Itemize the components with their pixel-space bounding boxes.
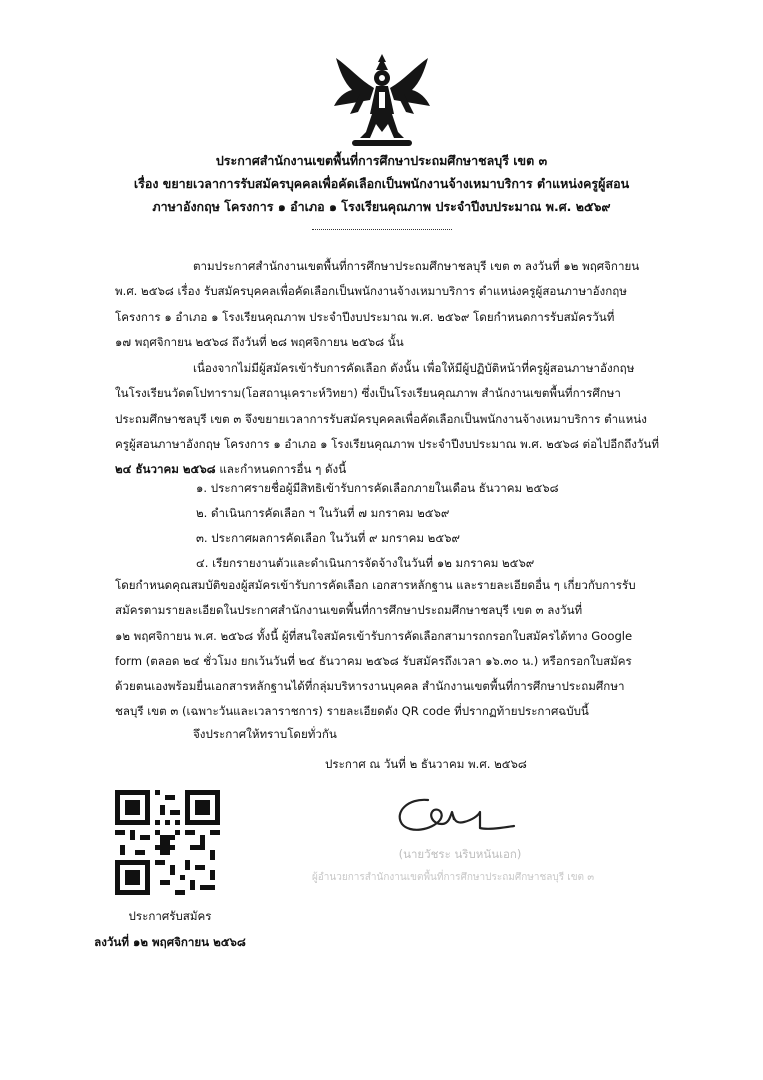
schedule-item-2: ๒. ดำเนินการคัดเลือก ฯ ในวันที่ ๗ มกราคม ๒๕๖๙ — [196, 506, 450, 520]
schedule-item-4: ๔. เรียกรายงานตัวและดำเนินการจัดจ้างในวันที่ ๑๒ มกราคม ๒๕๖๙ — [196, 556, 535, 570]
paragraph-2-line: เนื่องจากไม่มีผู้สมัครเข้ารับการคัดเลือก ดังนั้น เพื่อให้มีผู้ปฏิบัติหน้าที่ครูผู้สอนภาษาอังกฤษ — [193, 361, 635, 375]
paragraph-2-line: ประถมศึกษาชลบุรี เขต ๓ จึงขยายเวลาการรับสมัครบุคคลเพื่อคัดเลือกเป็นพนักงานจ้างเหมาบริการ ตำแหน่ง — [115, 411, 647, 426]
signer-title: ผู้อำนวยการสำนักงานเขตพื้นที่การศึกษาประถมศึกษาชลบุรี เขต ๓ — [311, 872, 595, 883]
paragraph-3-line: โดยกำหนดคุณสมบัติของผู้สมัครเข้ารับการคัดเลือก เอกสารหลักฐาน และรายละเอียดอื่น ๆ เกี่ยวกับการรับ — [115, 578, 636, 592]
paragraph-2 — [115, 356, 659, 482]
heading-line-2: เรื่อง ขยายเวลาการรับสมัครบุคคลเพื่อคัดเลือกเป็นพนักงานจ้างเหมาบริการ ตำแหน่งครูผู้สอน — [133, 176, 630, 191]
paragraph-1-line: ตามประกาศสำนักงานเขตพื้นที่การศึกษาประถมศึกษาชลบุรี เขต ๓ ลงวันที่ ๑๒ พฤศจิกายน — [193, 259, 640, 273]
paragraph-2-line — [115, 457, 659, 482]
qr-caption-line-1: ประกาศรับสมัคร — [128, 909, 212, 923]
heading-divider — [312, 229, 452, 230]
paragraph-3-line: ด้วยตนเองพร้อมยื่นเอกสารหลักฐานได้ที่กลุ่มบริหารงานบุคคล สำนักงานเขตพื้นที่การศึกษาประถมศึกษา — [115, 679, 625, 694]
schedule-item-1: ๑. ประกาศรายชื่อผู้มีสิทธิเข้ารับการคัดเลือกภายในเดือน ธันวาคม ๒๕๖๘ — [196, 481, 559, 495]
schedule-item-3: ๓. ประกาศผลการคัดเลือก ในวันที่ ๙ มกราคม ๒๕๖๙ — [196, 531, 460, 545]
paragraph-3 — [115, 573, 636, 725]
announcement-heading — [120, 149, 643, 218]
qr-code[interactable] — [115, 790, 220, 895]
paragraph-1-line: โครงการ ๑ อำเภอ ๑ โรงเรียนคุณภาพ ประจำปีงบประมาณ พ.ศ. ๒๕๖๙ โดยกำหนดการรับสมัครวันที่ — [115, 309, 615, 324]
heading-line-1: ประกาศสำนักงานเขตพื้นที่การศึกษาประถมศึกษาชลบุรี เขต ๓ — [215, 153, 548, 168]
qr-caption — [85, 903, 255, 955]
paragraph-1 — [115, 254, 639, 355]
garuda-emblem — [330, 52, 435, 152]
paragraph-2-tail: และกำหนดการอื่น ๆ ดังนี้ — [215, 462, 347, 477]
paragraph-3-line: form (ตลอด ๒๔ ชั่วโมง ยกเว้นวันที่ ๒๔ ธันวาคม ๒๕๖๘ รับสมัครถึงเวลา ๑๖.๓๐ น.) หรือกรอกใบสมัคร — [115, 653, 632, 668]
paragraph-2-line: ครูผู้สอนภาษาอังกฤษ โครงการ ๑ อำเภอ ๑ โรงเรียนคุณภาพ ประจำปีงบประมาณ พ.ศ. ๒๕๖๘ ต่อไปอีกถึงวันที่ — [115, 436, 659, 451]
closing-statement: จึงประกาศให้ทราบโดยทั่วกัน — [193, 727, 337, 741]
heading-line-3: ภาษาอังกฤษ โครงการ ๑ อำเภอ ๑ โรงเรียนคุณภาพ ประจำปีงบประมาณ พ.ศ. ๒๕๖๙ — [152, 199, 611, 214]
paragraph-1-line: พ.ศ. ๒๕๖๘ เรื่อง รับสมัครบุคคลเพื่อคัดเลือกเป็นพนักงานจ้างเหมาบริการ ตำแหน่งครูผู้สอนภาษาอังกฤษ — [115, 284, 627, 299]
paragraph-3-line: ชลบุรี เขต ๓ (เฉพาะวันและเวลาราชการ) รายละเอียดดัง QR code ที่ปรากฏท้ายประกาศฉบับนี้ — [115, 704, 589, 719]
paragraph-1-line: ๑๗ พฤศจิกายน ๒๕๖๘ ถึงวันที่ ๒๘ พฤศจิกายน ๒๕๖๘ นั้น — [115, 334, 404, 349]
qr-caption-line-2: ลงวันที่ ๑๒ พฤศจิกายน ๒๕๖๘ — [94, 935, 246, 949]
extended-deadline: ๒๔ ธันวาคม ๒๕๖๘ — [115, 462, 216, 477]
paragraph-3-line: ๑๒ พฤศจิกายน พ.ศ. ๒๕๖๘ ทั้งนี้ ผู้ที่สนใจสมัครเข้ารับการคัดเลือกสามารถกรอกใบสมัครได้ทาง Google — [115, 628, 633, 643]
paragraph-3-line: สมัครตามรายละเอียดในประกาศสำนักงานเขตพื้นที่การศึกษาประถมศึกษาชลบุรี เขต ๓ ลงวันที่ — [115, 603, 583, 618]
signer-name: (นายวัชระ นริบหนันเอก) — [398, 847, 522, 861]
paragraph-2-line: ในโรงเรียนวัดตโปทาราม(โอสถานุเคราะห์วิทยา) ซึ่งเป็นโรงเรียนคุณภาพ สำนักงานเขตพื้นที่การศึกษา — [115, 386, 621, 401]
signature — [388, 790, 518, 845]
announcement-date: ประกาศ ณ วันที่ ๒ ธันวาคม พ.ศ. ๒๕๖๘ — [325, 757, 527, 771]
